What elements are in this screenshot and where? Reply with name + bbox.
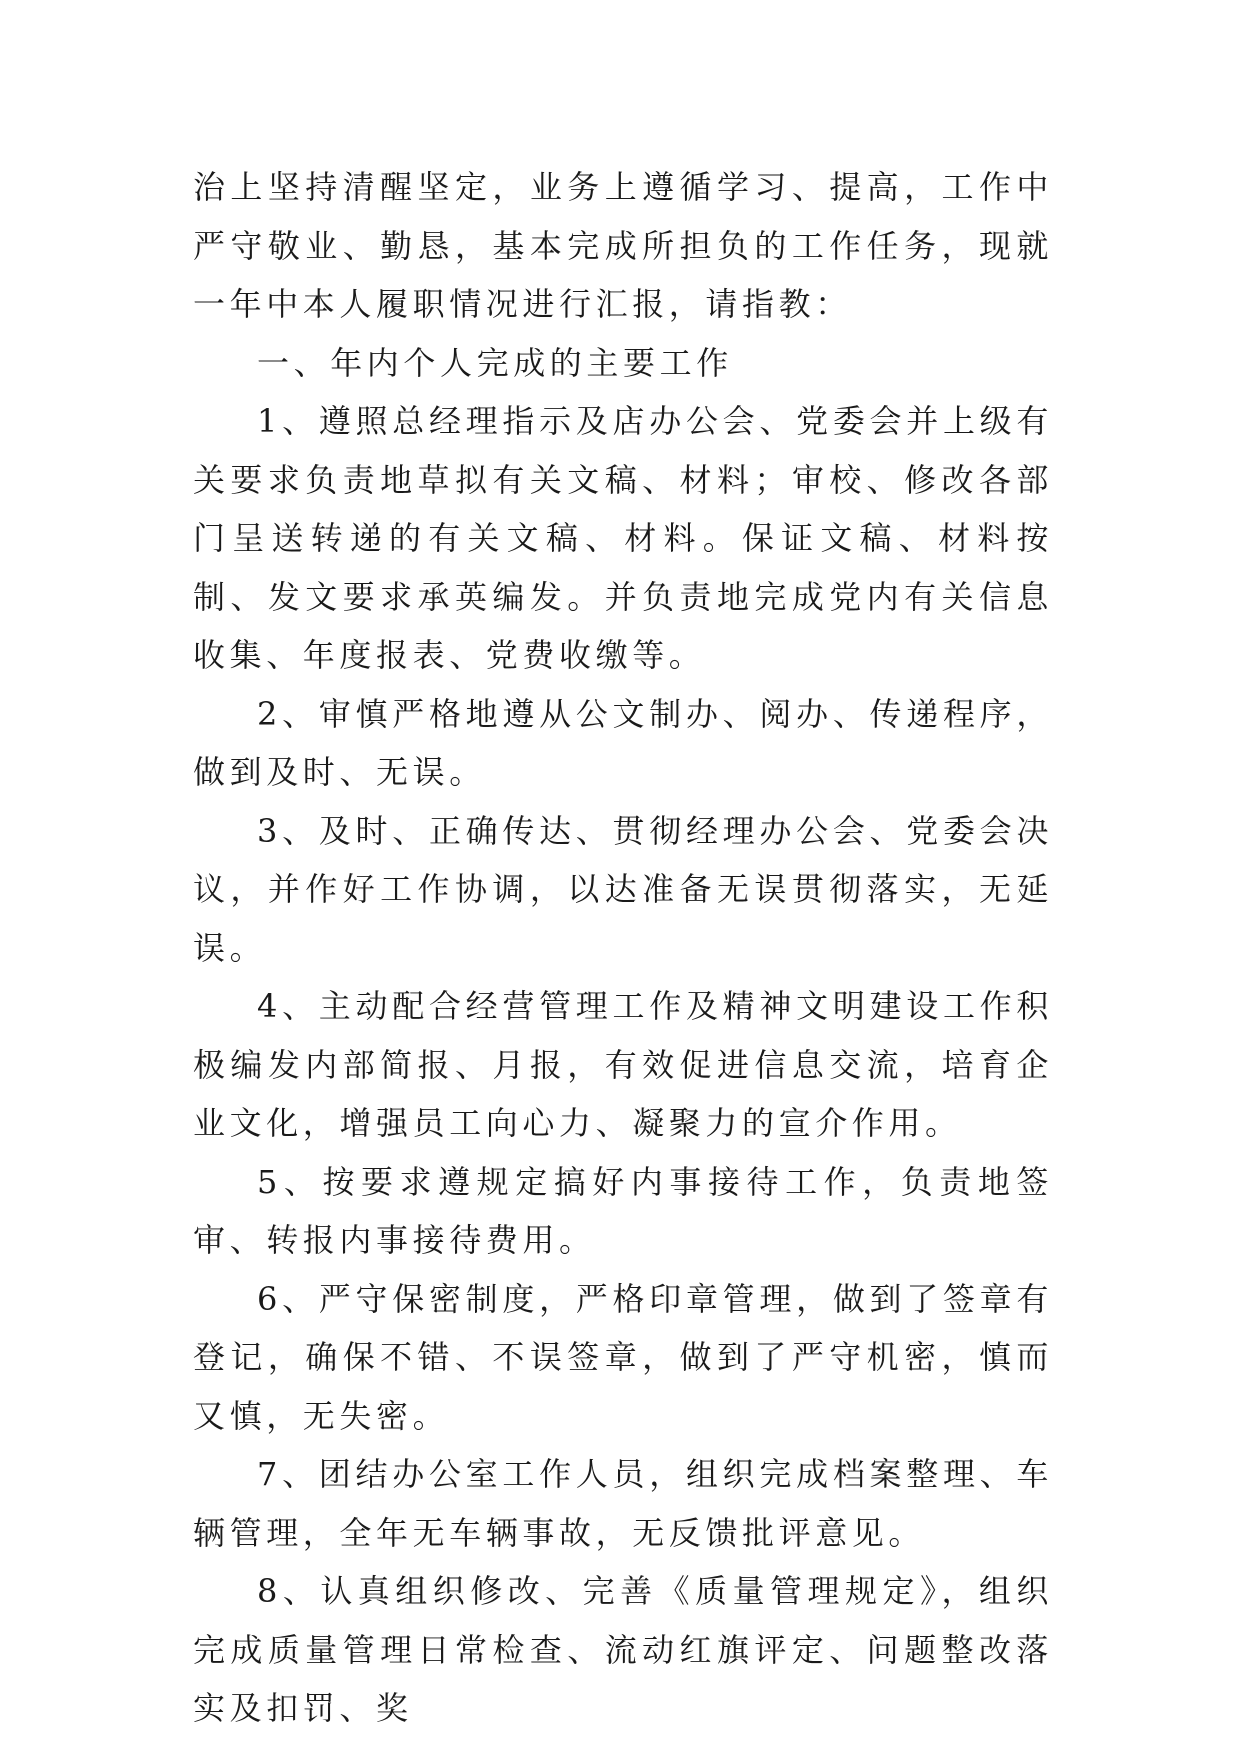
list-item-2: 2、审慎严格地遵从公文制办、阅办、传递程序，做到及时、无误。 <box>193 694 1053 791</box>
list-item-5: 5、按要求遵规定搞好内事接待工作，负责地签审、转报内事接待费用。 <box>193 1162 1053 1259</box>
list-item-8: 8、认真组织修改、完善《质量管理规定》，组织完成质量管理日常检查、流动红旗评定、问题整改落实及扣罚、奖 <box>193 1572 1053 1727</box>
document-body <box>193 158 1053 1738</box>
list-item-3: 3、及时、正确传达、贯彻经理办公会、党委会决议，并作好工作协调，以达准备无误贯彻落实，无延误。 <box>193 811 1053 967</box>
list-item-4: 4、主动配合经营管理工作及精神文明建设工作积极编发内部简报、月报，有效促进信息交流，培育企业文化，增强员工向心力、凝聚力的宣介作用。 <box>193 987 1053 1142</box>
list-item-7: 7、团结办公室工作人员，组织完成档案整理、车辆管理，全年无车辆事故，无反馈批评意见。 <box>193 1455 1053 1552</box>
section-heading: 一、年内个人完成的主要工作 <box>257 343 733 382</box>
list-item-1: 1、遵照总经理指示及店办公会、党委会并上级有关要求负责地草拟有关文稿、材料；审校、修改各部门呈送转递的有关文稿、材料。保证文稿、材料按制、发文要求承英编发。并负责地完成党内有关信息收集、年度报表、党费收缴等。 <box>193 402 1053 674</box>
paragraph-intro: 治上坚持清醒坚定，业务上遵循学习、提高，工作中严守敬业、勤恳，基本完成所担负的工作任务，现就一年中本人履职情况进行汇报，请指教： <box>193 168 1053 323</box>
list-item-6: 6、严守保密制度，严格印章管理，做到了签章有登记，确保不错、不误签章，做到了严守机密，慎而又慎，无失密。 <box>193 1279 1053 1435</box>
